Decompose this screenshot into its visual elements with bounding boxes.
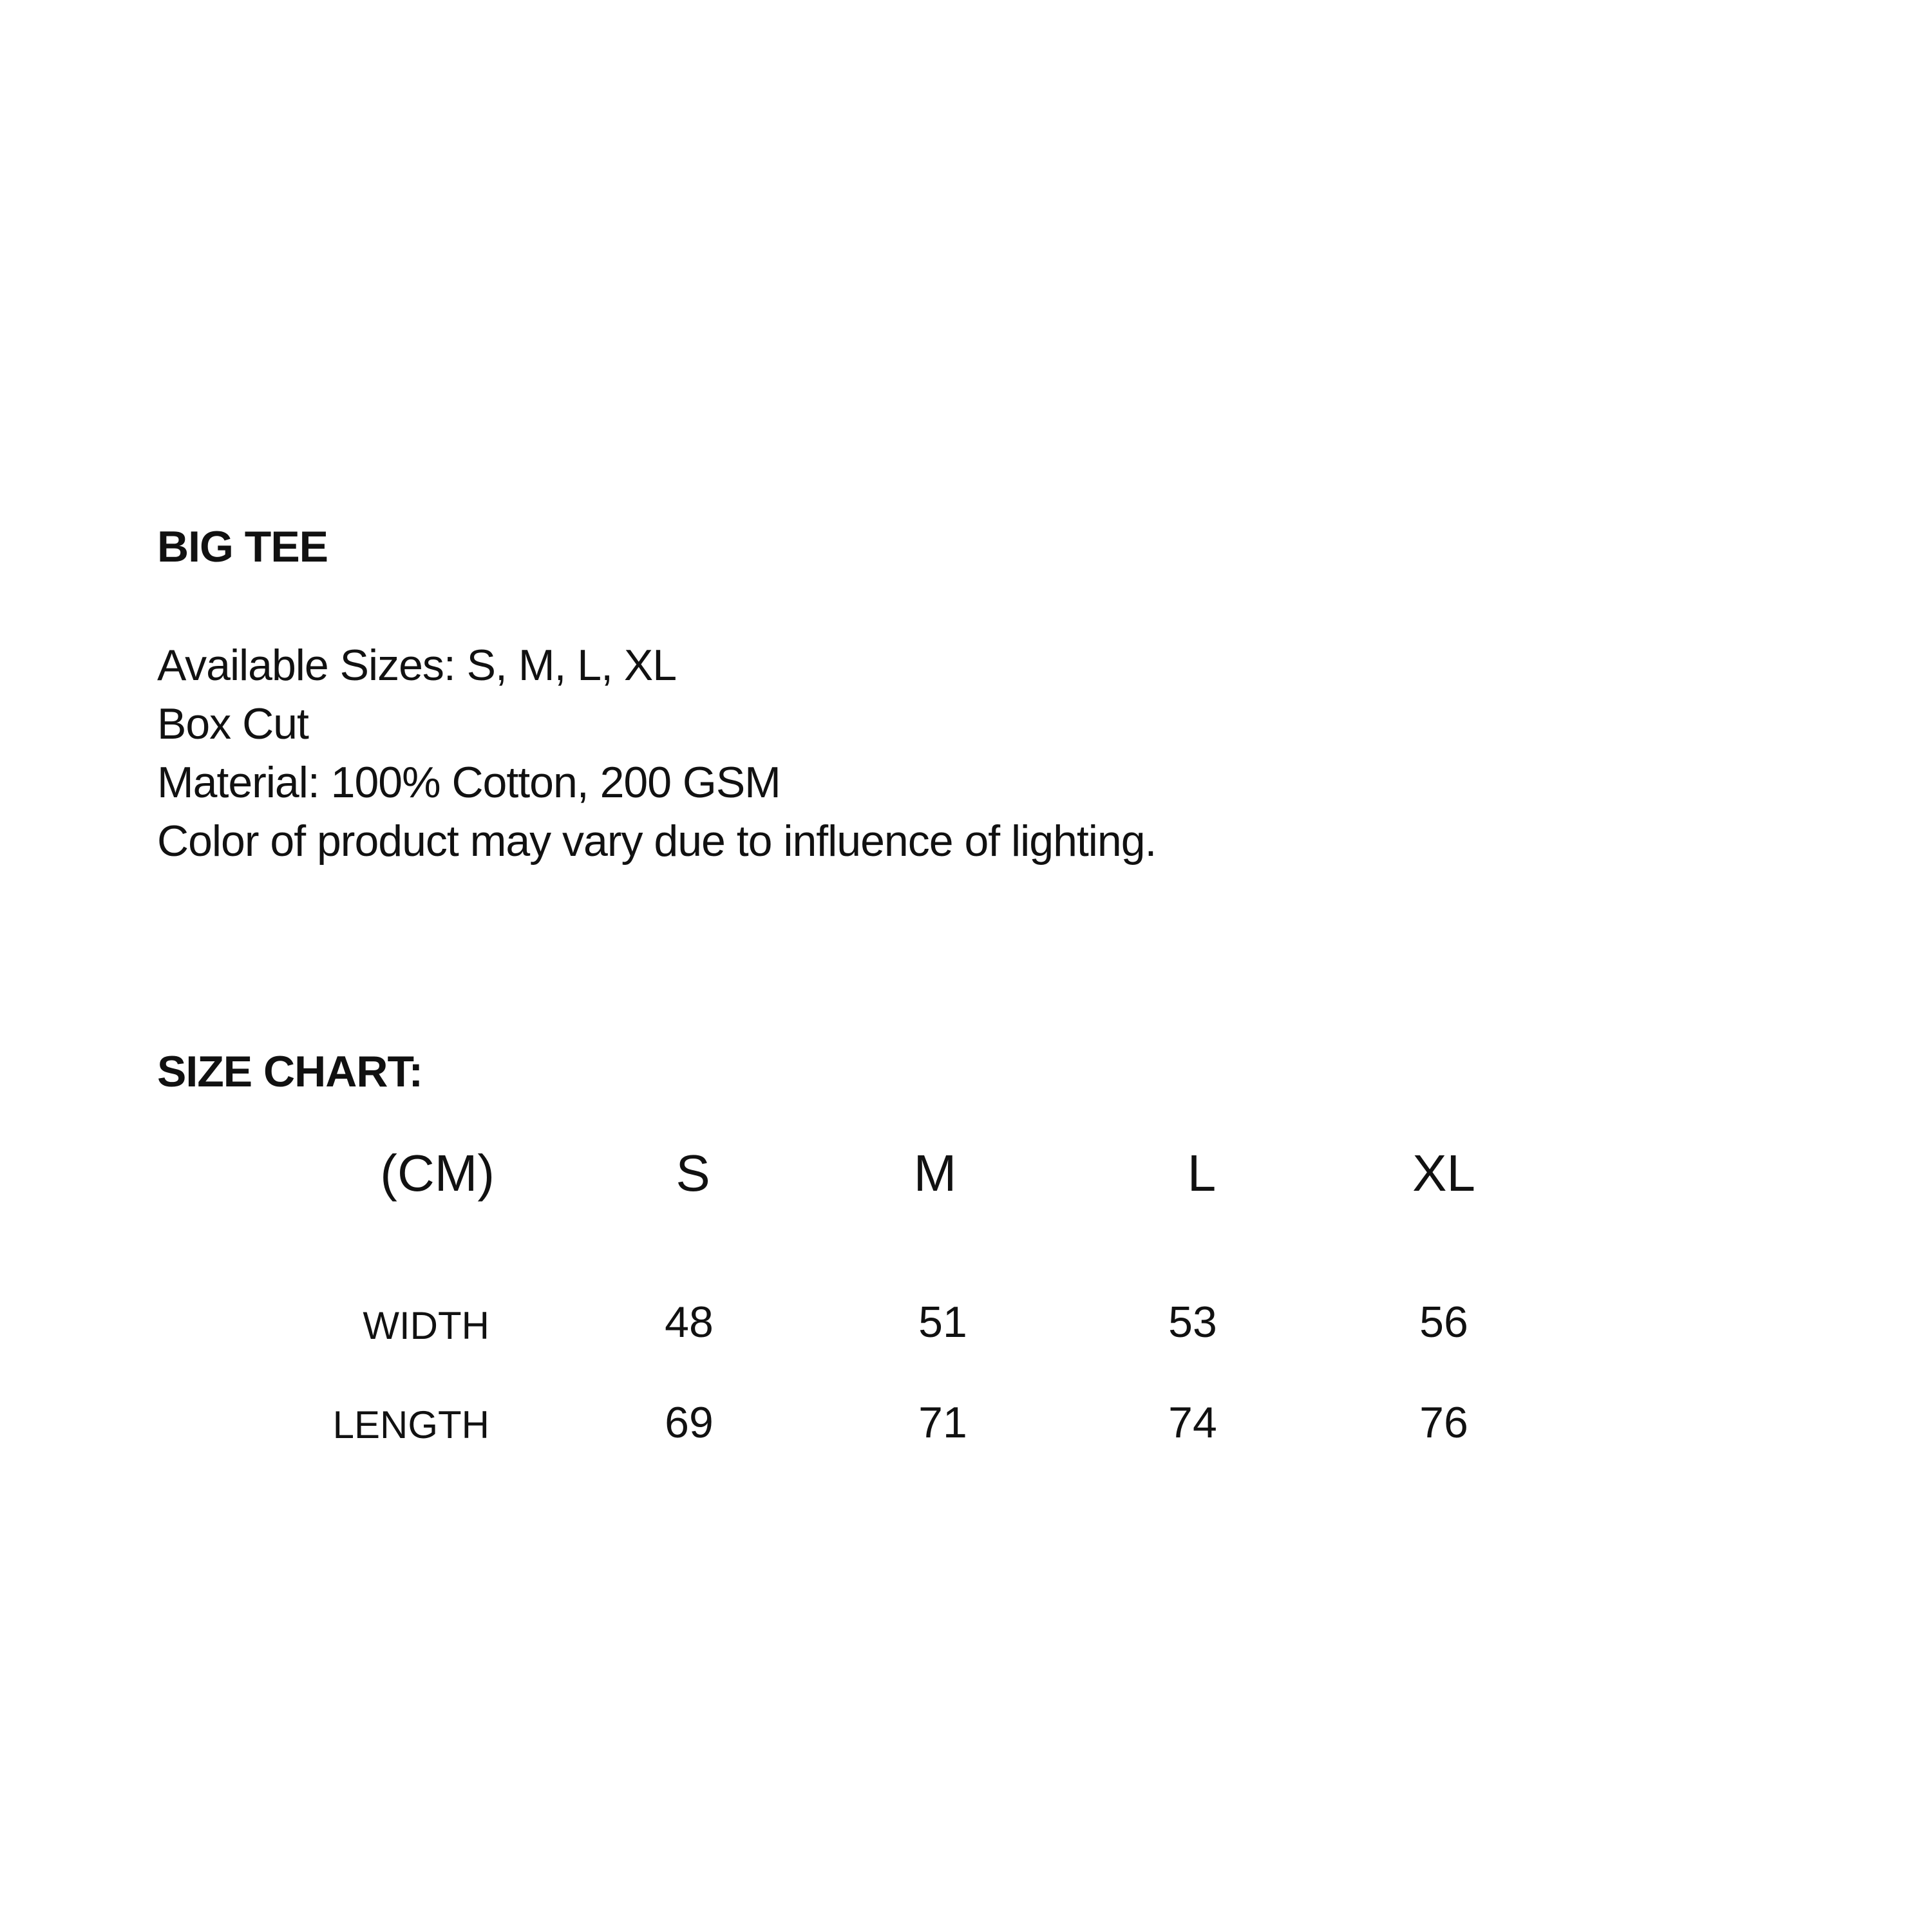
available-sizes-text: Available Sizes: S, M, L, XL bbox=[157, 641, 677, 690]
product-details bbox=[157, 636, 1156, 871]
length-value-s: 69 bbox=[665, 1398, 714, 1447]
width-value-m: 51 bbox=[918, 1298, 967, 1347]
unit-label: (CM) bbox=[380, 1144, 495, 1202]
width-value-xl: 56 bbox=[1419, 1298, 1468, 1347]
size-header-xl: XL bbox=[1412, 1144, 1475, 1202]
length-value-m: 71 bbox=[918, 1398, 967, 1447]
material-text: Material: 100% Cotton, 200 GSM bbox=[157, 758, 781, 807]
row-label-width: WIDTH bbox=[363, 1304, 489, 1347]
size-header-l: L bbox=[1187, 1144, 1217, 1202]
size-header-m: M bbox=[913, 1144, 957, 1202]
length-value-l: 74 bbox=[1168, 1398, 1217, 1447]
cut-text: Box Cut bbox=[157, 699, 308, 748]
color-disclaimer-text: Color of product may vary due to influence of lighting. bbox=[157, 817, 1157, 866]
row-label-length: LENGTH bbox=[332, 1403, 489, 1446]
product-title: BIG TEE bbox=[157, 522, 328, 571]
size-header-s: S bbox=[676, 1144, 710, 1202]
size-chart-heading: SIZE CHART: bbox=[157, 1047, 423, 1096]
width-value-l: 53 bbox=[1168, 1298, 1217, 1347]
length-value-xl: 76 bbox=[1419, 1398, 1468, 1447]
width-value-s: 48 bbox=[665, 1298, 714, 1347]
